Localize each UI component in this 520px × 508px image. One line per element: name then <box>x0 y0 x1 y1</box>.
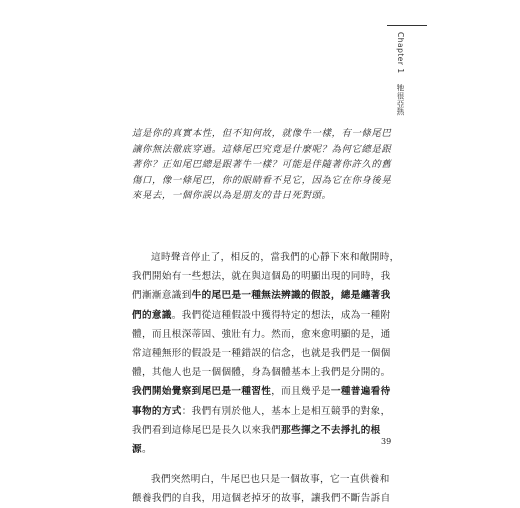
body-line <box>132 248 400 267</box>
quote-line: 讓你無法徹底穿過。這條尾巴究竟是什麼呢？為何它總是跟 <box>132 143 392 155</box>
text-run: 這時聲音停止了，相反的，當我們的心靜下來和敞開時， <box>151 252 400 263</box>
quote-line: 著你？正如尾巴總是跟著牛一樣？可能是伴隨著你許久的舊 <box>132 159 392 170</box>
body-line <box>132 470 394 489</box>
body-line <box>132 402 394 421</box>
text-run: 們漸漸意識到 <box>132 290 192 302</box>
chapter-label: Chapter 1 <box>396 32 405 74</box>
quote-line: 來晃去，一個你誤以為是朋友的昔日死對頭。 <box>132 190 332 201</box>
text-run: 體，而且根深蒂固、強壯有力。然而，愈來愈明顯的是，通 <box>132 328 391 340</box>
quote-block <box>132 126 394 204</box>
body-text <box>132 248 400 508</box>
quote-line: 這是你的真實本性，但不知何故，就像牛一樣，有一條尾巴 <box>132 128 392 139</box>
text-run: 。 <box>141 443 152 455</box>
bold-text: 事物的方式 <box>132 405 182 417</box>
body-line <box>132 363 394 382</box>
chapter-title: 牠很亞熱 <box>396 83 405 116</box>
text-run: 常這種無形的假設是一種錯誤的信念，也就是我們是一個個 <box>132 347 391 359</box>
bold-text: 源 <box>132 443 142 455</box>
text-run: 我們開始有一些想法，就在與這個島的明顯出現的同時，我 <box>132 271 391 283</box>
bold-text: 們的意識 <box>132 309 172 321</box>
body-line <box>132 440 394 459</box>
body-line <box>132 382 394 401</box>
header-rule <box>387 25 427 26</box>
text-run: ，而且幾乎是 <box>271 386 331 398</box>
page-number: 39 <box>381 437 392 446</box>
body-line <box>132 344 394 363</box>
text-run: ：我們有別於他人，基本上是相互競爭的對象， <box>181 405 391 417</box>
body-line <box>132 421 394 440</box>
body-line <box>132 325 394 344</box>
bold-text: 我們開始覺察到尾巴是一種習性 <box>132 386 272 398</box>
bold-text: 一種普遍看待 <box>330 386 391 398</box>
text-run: 體，其他人也是一個個體，身為個體基本上我們是分開的。 <box>132 367 391 379</box>
body-line <box>132 489 394 508</box>
text-run: 。我們從這種假設中獲得特定的想法，成為一種附 <box>171 309 391 321</box>
body-line <box>132 286 394 305</box>
paragraph-gap <box>132 459 394 470</box>
text-run: 我們突然明白，牛尾巴也只是一個故事，它一直供養和 <box>151 474 390 486</box>
bold-text: 那些揮之不去掙扎的根 <box>281 424 381 436</box>
body-line <box>132 267 394 286</box>
quote-line: 傷口，像一條尾巴，你的眼睛看不見它，因為它在你身後晃 <box>132 174 392 186</box>
running-header <box>392 32 406 116</box>
text-run: 我們看到這條尾巴是長久以來我們 <box>132 424 282 436</box>
text-run: 餵養我們的自我，用這個老掉牙的故事，讓我們不斷告訴自 <box>132 493 391 505</box>
body-line <box>132 306 394 325</box>
bold-text: 牛的尾巴是一種無法辨識的假設，總是纏著我 <box>191 290 391 302</box>
